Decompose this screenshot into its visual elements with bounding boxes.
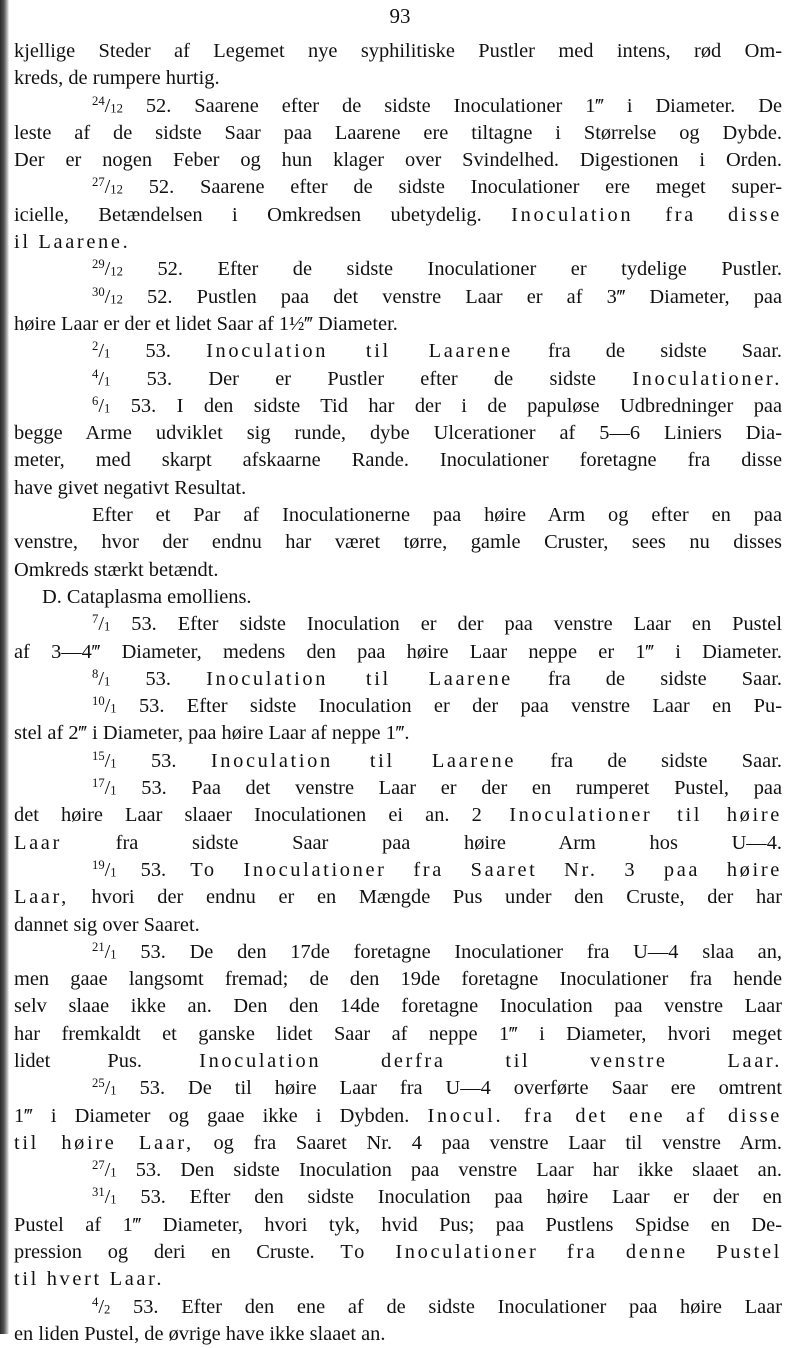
date-denominator: 12 [110,265,123,279]
text-line [14,1157,782,1184]
spaced-emphasis-text: il Laarene. [14,231,131,254]
text-segment: 53. De den 17de foretagne Inoculationer fra U—4 slaa an, [116,940,782,963]
text-line [14,912,782,939]
text-line [14,529,782,556]
text-segment: Der er nogen Feber og hun klager over Svindelhed. Digestionen i Orden. [14,149,782,172]
text-segment: hvori der endnu er en Mængde Pus under den Cruste, der har [68,886,782,909]
text-line [14,966,782,993]
page-number: 93 [389,4,411,28]
date-numerator: 4 [92,1294,99,1309]
text-segment: / [104,285,111,308]
text-segment: / [104,940,111,963]
spaced-emphasis-text: Inoculation fra disse [511,203,783,226]
date-numerator: 31 [92,1185,105,1200]
date-denominator: 1 [110,947,117,962]
date-denominator: 2 [103,1302,111,1317]
text-line [14,939,782,966]
text-segment: stel af 2‴ i Diameter, paa høire Laar af neppe 1‴. [14,722,410,745]
text-segment: en liden Pustel, de øvrige have ikke slaaet an. [14,1322,386,1345]
text-segment: 53. Efter den ene af de sidste Inoculationer paa høire Laar [110,1295,782,1318]
text-segment: dannet sig over Saaret. [14,913,200,936]
text-line [14,584,782,611]
text-segment: Pustel af 1‴ Diameter, hvori tyk, hvid Pus; paa Pustlens Spidse en De- [14,1213,782,1236]
text-segment: begge Arme udviklet sig runde, dybe Ulcerationer af 5—6 Liniers Dia- [14,422,782,445]
date-denominator: 1 [103,619,111,634]
text-segment: / [104,1186,111,1209]
text-segment: fra de sidste Saar. [512,667,782,690]
text-segment: venstre, hvor der endnu har været tørre, gamle Cruster, sees nu disses [14,531,782,554]
spaced-emphasis-text: Inocul. fra det ene af disse [427,1104,782,1127]
text-line [14,420,782,447]
text-segment: 52. Efter de sidste Inoculationer er tydelige Pustler. [122,258,782,281]
date-denominator: 1 [110,756,117,771]
text-segment: / [104,1159,111,1182]
text-segment: fra sidste Saar paa høire Arm hos U—4. [61,831,782,854]
text-line [14,1321,782,1348]
text-segment: / [98,340,104,363]
text-segment: / [104,777,111,800]
text-segment: / [104,858,111,881]
text-line [14,229,782,256]
date-numerator: 6 [92,393,99,408]
text-line [14,1130,782,1157]
book-spine-edge [0,0,9,1334]
text-line [14,693,782,720]
date-numerator: 15 [92,748,105,763]
text-segment: 52. Saarene efter de sidste Inoculationer 1‴ i Diameter. De [122,94,782,117]
text-segment: lidet Pus. [14,1049,200,1072]
text-segment: / [98,667,104,690]
spaced-emphasis-text: til høire Laar, [14,1131,194,1154]
spaced-emphasis-text: Inoculation til Laarene [210,749,517,772]
text-segment: 1‴ i Diameter og gaae ikke i Dybden. [14,1104,428,1127]
text-segment: D. Cataplasma emolliens. [42,585,252,608]
date-numerator: 19 [92,857,105,872]
text-line [14,65,782,92]
text-line [14,666,782,693]
text-segment: fra de sidste Saar. [516,749,782,772]
text-segment: har fremkaldt et ganske lidet Saar af neppe 1‴ i Diameter, hvori meget [14,1022,782,1045]
date-denominator: 1 [110,783,117,798]
text-segment: fra de sidste Saar. [512,340,782,363]
text-segment: Efter et Par af Inoculationerne paa høire Arm og efter en paa [92,504,782,527]
text-line [14,147,782,174]
text-segment: 53. Paa det venstre Laar er der en rumperet Pustel, paa [116,777,782,800]
date-denominator: 1 [103,346,111,361]
text-line [14,447,782,474]
text-segment: / [98,367,104,390]
text-segment: 53. De til høire Laar fra U—4 overførte Saar ere omtrent [116,1077,782,1100]
text-segment: / [104,176,111,199]
date-numerator: 27 [92,1158,105,1173]
text-segment: 52. Pustlen paa det venstre Laar er af 3‴ Diameter, paa [122,285,782,308]
text-line [14,720,782,747]
text-line [14,1294,782,1321]
text-line [14,311,782,338]
text-line [14,1212,782,1239]
text-segment: 53. Efter sidste Inoculation er der paa venstre Laar en Pu- [116,695,782,718]
spaced-emphasis-text: Inoculation til Laarene [206,667,513,690]
date-denominator: 1 [110,865,117,880]
text-segment: pression og deri en Cruste. [14,1241,341,1264]
text-segment: høire Laar er der et lidet Saar af 1½‴ Diameter. [14,312,398,335]
text-segment: / [98,613,104,636]
text-line [14,1048,782,1075]
text-line [14,802,782,829]
text-segment: / [104,94,111,117]
text-line [14,1239,782,1266]
date-numerator: 17 [92,776,105,791]
text-segment: meter, med skarpt afskaarne Rande. Inoculationer foretagne fra disse [14,449,782,472]
text-line [14,475,782,502]
text-line [14,1075,782,1102]
text-segment: / [98,1295,104,1318]
text-line [14,830,782,857]
date-denominator: 1 [110,1165,117,1180]
date-numerator: 8 [92,666,99,681]
text-segment: leste af de sidste Saar paa Laarene ere tiltagne i Størrelse og Dybde. [14,121,782,144]
text-line [14,557,782,584]
text-line [14,1184,782,1211]
text-segment: 53. Der er Pustler efter de sidste [110,367,633,390]
text-line [14,993,782,1020]
text-segment: 52. Saarene efter de sidste Inoculationer ere meget super- [122,176,782,199]
text-segment: 53. Efter sidste Inoculation er der paa venstre Laar en Pustel [110,613,782,636]
text-segment: / [104,258,111,281]
date-numerator: 29 [92,257,105,272]
date-numerator: 7 [92,612,99,627]
text-line [14,393,782,420]
spaced-emphasis-text: Inoculation derfra til venstre Laar. [199,1049,782,1072]
spaced-emphasis-text: Inoculationer. [632,367,782,390]
text-segment: / [104,749,111,772]
text-segment: og fra Saaret Nr. 4 paa venstre Laar til venstre Arm. [193,1131,782,1154]
spaced-emphasis-text: til hvert Laar. [14,1268,165,1291]
text-line [14,93,782,120]
date-denominator: 1 [103,401,111,416]
spaced-emphasis-text: To Inoculationer fra Saaret Nr. 3 paa høire [190,858,782,881]
text-segment: selv slaae ikke an. Den den 14de foretagne Inoculation paa venstre Laar [14,995,782,1018]
date-numerator: 4 [92,366,99,381]
text-segment: icielle, Betændelsen i Omkredsen ubetydelig. [14,203,512,226]
text-segment: 53. [116,858,191,881]
spaced-emphasis-text: Laar, [14,886,69,909]
text-line [14,202,782,229]
date-numerator: 2 [92,339,99,354]
spaced-emphasis-text: Inoculation til Laarene [206,340,513,363]
text-segment: 53. I den sidste Tid har der i de papuløse Udbredninger paa [110,394,782,417]
date-denominator: 1 [103,374,111,389]
date-numerator: 30 [92,284,105,299]
text-line [14,502,782,529]
text-line [14,639,782,666]
date-denominator: 1 [110,1083,117,1098]
text-segment: 53. [110,340,207,363]
text-segment: kjellige Steder af Legemet nye syphilitiske Pustler med intens, rød Om- [14,40,782,62]
text-segment: men gaae langsomt fremad; de den 19de foretagne Inoculationer fra hende [14,968,782,991]
text-line [14,884,782,911]
text-segment: Omkreds stærkt betændt. [14,558,219,581]
text-line [14,256,782,283]
date-numerator: 25 [92,1076,105,1091]
text-segment: / [104,695,111,718]
text-line [14,284,782,311]
spaced-emphasis-text: Laar [14,831,62,854]
text-line [14,38,782,65]
date-denominator: 1 [110,701,117,716]
text-line [14,857,782,884]
date-denominator: 12 [110,292,123,307]
spaced-emphasis-text: 2 Inoculationer til høire [471,804,782,827]
text-segment: 53. Efter den sidste Inoculation paa høire Laar er der en [116,1186,782,1209]
date-numerator: 10 [92,694,105,709]
text-segment: kreds, de rumpere hurtig. [14,67,220,90]
text-line [14,1021,782,1048]
text-line [14,611,782,638]
date-numerator: 21 [92,939,105,954]
text-segment: det høire Laar slaaer Inoculationen ei an. [14,804,472,827]
page-body-text [14,38,782,1348]
text-segment: / [104,1077,111,1100]
text-segment: 53. [110,667,207,690]
text-line [14,366,782,393]
spaced-emphasis-text: To Inoculationer fra denne Pustel [340,1241,783,1264]
date-denominator: 12 [110,183,123,198]
date-numerator: 24 [92,93,105,108]
text-line [14,174,782,201]
date-denominator: 12 [110,101,123,116]
date-denominator: 1 [110,1193,117,1208]
text-line [14,338,782,365]
date-denominator: 1 [103,674,111,689]
text-line [14,1266,782,1293]
text-segment: / [98,394,104,417]
text-segment: have givet negativt Resultat. [14,476,247,499]
text-line [14,748,782,775]
text-segment: af 3—4‴ Diameter, medens den paa høire Laar neppe er 1‴ i Diameter. [14,640,782,663]
text-segment: 53. [116,749,211,772]
text-line [14,1103,782,1130]
text-line [14,120,782,147]
text-segment: 53. Den sidste Inoculation paa venstre Laar har ikke slaaet an. [116,1159,782,1182]
text-line [14,775,782,802]
date-numerator: 27 [92,175,105,190]
